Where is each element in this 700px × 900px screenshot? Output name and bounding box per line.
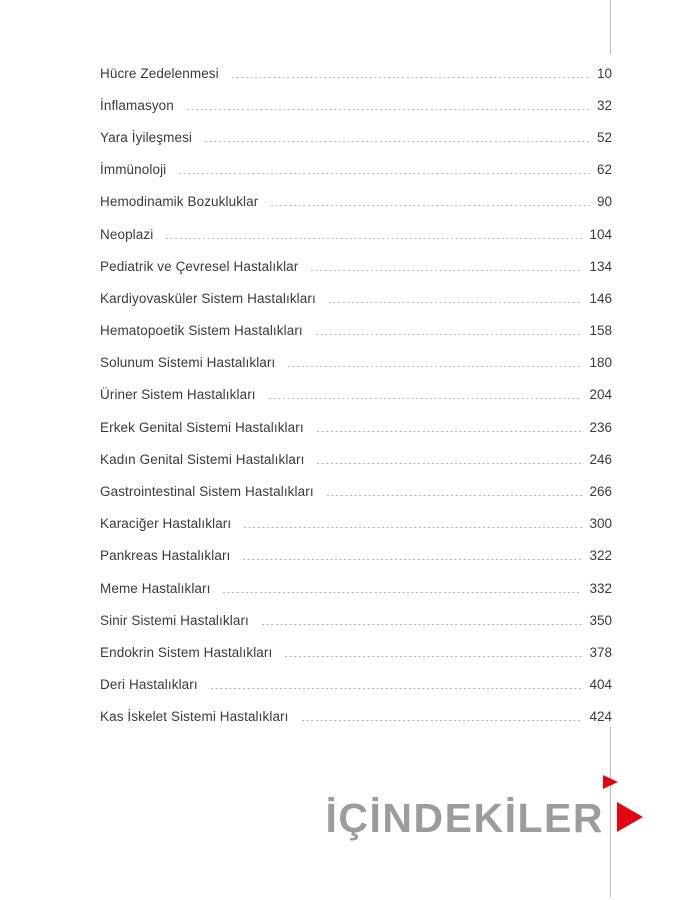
toc-entry-label: Kas İskelet Sistemi Hastalıkları [100,709,289,725]
table-of-contents [100,57,612,733]
toc-entry[interactable] [100,154,612,186]
toc-entry[interactable] [100,121,612,153]
toc-entry-label: Sinir Sistemi Hastalıkları [100,612,249,628]
dotted-leader [232,77,590,78]
toc-entry[interactable] [100,347,612,379]
toc-entry-page-number: 32 [596,97,612,113]
toc-entry-label: Hematopoetik Sistem Hastalıkları [100,323,303,339]
toc-entry-label: Neoplazi [100,226,154,242]
toc-entry-page-number: 52 [596,129,612,145]
dotted-leader [311,270,582,271]
toc-entry[interactable] [100,379,612,411]
toc-entry-page-number: 424 [589,709,612,725]
toc-entry-page-number: 300 [589,516,612,532]
toc-entry-page-number: 236 [589,419,612,435]
dotted-leader [317,463,582,464]
toc-entry-page-number: 146 [589,290,612,306]
dotted-leader [329,302,583,303]
toc-entry-page-number: 322 [589,548,612,564]
toc-entry[interactable] [100,89,612,121]
toc-entry-page-number: 332 [589,580,612,596]
toc-entry-page-number: 404 [589,677,612,693]
toc-entry[interactable] [100,572,612,604]
toc-entry-label: Üriner Sistem Hastalıkları [100,387,256,403]
toc-entry-page-number: 378 [589,644,612,660]
toc-entry-page-number: 350 [589,612,612,628]
dotted-leader [179,173,590,174]
toc-entry-label: Kardiyovasküler Sistem Hastalıkları [100,290,316,306]
dotted-leader [271,205,590,206]
dotted-leader [269,398,583,399]
toc-entry[interactable] [100,604,612,636]
toc-entry-label: Hemodinamik Bozukluklar [100,194,259,210]
toc-entry-label: Pankreas Hastalıkları [100,548,231,564]
dotted-leader [288,366,582,367]
page-title: İÇİNDEKİLER [325,795,604,841]
toc-entry-label: Meme Hastalıkları [100,580,211,596]
dotted-leader [187,109,590,110]
toc-entry-label: Deri Hastalıkları [100,677,198,693]
toc-entry-page-number: 266 [589,484,612,500]
toc-entry[interactable] [100,57,612,89]
toc-entry[interactable] [100,282,612,314]
top-right-rule [610,0,611,55]
toc-entry-label: Endokrin Sistem Hastalıkları [100,644,273,660]
toc-entry[interactable] [100,315,612,347]
large-red-arrow-icon [617,802,643,832]
dotted-leader [327,495,583,496]
bottom-right-rule [610,727,611,897]
toc-entry-page-number: 180 [589,355,612,371]
toc-entry[interactable] [100,218,612,250]
toc-entry-page-number: 134 [589,258,612,274]
toc-entry-page-number: 158 [589,323,612,339]
toc-entry-label: İnflamasyon [100,97,174,113]
dotted-leader [302,720,583,721]
dotted-leader [166,238,582,239]
dotted-leader [316,334,583,335]
toc-entry[interactable] [100,186,612,218]
toc-entry[interactable] [100,443,612,475]
dotted-leader [262,624,583,625]
toc-entry-page-number: 90 [596,194,612,210]
toc-entry[interactable] [100,669,612,701]
dotted-leader [205,141,590,142]
dotted-leader [223,592,582,593]
dotted-leader [244,527,582,528]
toc-entry[interactable] [100,250,612,282]
toc-entry-label: Gastrointestinal Sistem Hastalıkları [100,484,314,500]
toc-entry[interactable] [100,636,612,668]
dotted-leader [317,431,583,432]
toc-entry-label: Hücre Zedelenmesi [100,65,219,81]
toc-entry-label: Solunum Sistemi Hastalıkları [100,355,276,371]
dotted-leader [285,656,582,657]
toc-entry-label: Kadın Genital Sistemi Hastalıkları [100,451,305,467]
dotted-leader [243,559,582,560]
toc-entry-label: İmmünoloji [100,162,167,178]
toc-entry-page-number: 62 [596,162,612,178]
toc-entry[interactable] [100,540,612,572]
toc-entry[interactable] [100,475,612,507]
toc-entry-page-number: 204 [589,387,612,403]
toc-entry[interactable] [100,508,612,540]
toc-entry-page-number: 246 [589,451,612,467]
toc-entry-page-number: 104 [589,226,612,242]
toc-entry-label: Yara İyileşmesi [100,129,193,145]
toc-entry-label: Pediatrik ve Çevresel Hastalıklar [100,258,299,274]
toc-entry-label: Karaciğer Hastalıkları [100,516,232,532]
small-red-arrow-icon [603,775,618,789]
toc-entry[interactable] [100,701,612,733]
dotted-leader [211,688,583,689]
toc-entry[interactable] [100,411,612,443]
toc-entry-label: Erkek Genital Sistemi Hastalıkları [100,419,304,435]
toc-entry-page-number: 10 [596,65,612,81]
